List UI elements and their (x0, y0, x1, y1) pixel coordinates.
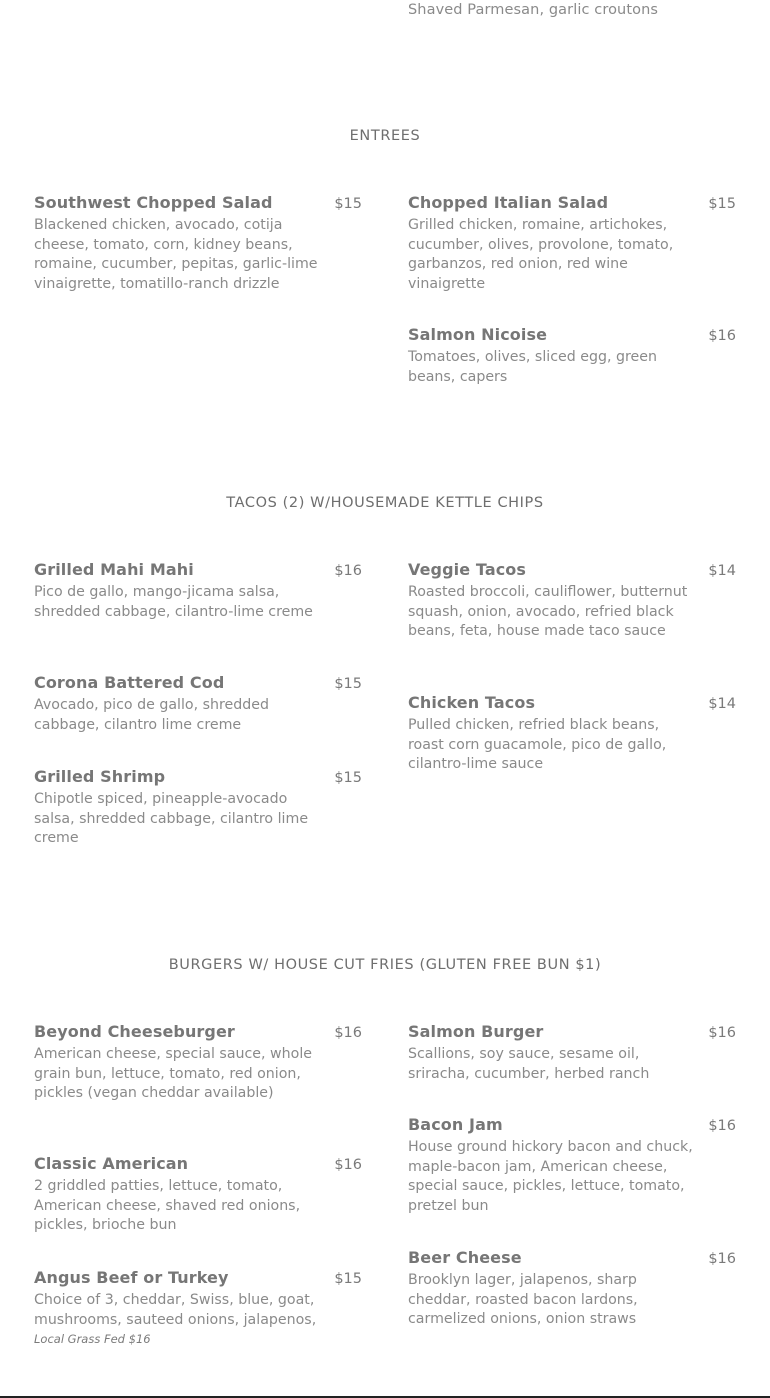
section-title-entrees: ENTREES (349, 128, 421, 144)
menu-item (408, 693, 738, 775)
item-name: Salmon Nicoise (408, 325, 548, 344)
section-title-tacos: TACOS (2) W/HOUSEMADE KETTLE CHIPS (226, 495, 544, 511)
item-name: Angus Beef or Turkey (34, 1268, 229, 1287)
item-price: $15 (334, 676, 362, 692)
item-price: $14 (708, 563, 736, 579)
item-price: $16 (708, 328, 736, 344)
item-name: Chopped Italian Salad (408, 193, 609, 212)
item-name: Classic American (34, 1154, 189, 1173)
item-name: Veggie Tacos (408, 560, 527, 579)
menu-item (34, 560, 364, 622)
item-description: House ground hickory bacon and chuck, maple-bacon jam, American cheese, special sauce, pickles, lettuce, tomato, pretzel bun (408, 1139, 693, 1214)
item-name: Grilled Shrimp (34, 767, 166, 786)
menu-item (34, 673, 364, 735)
section-title-burgers: BURGERS W/ HOUSE CUT FRIES (GLUTEN FREE BUN $1) (168, 957, 602, 973)
item-name: Beer Cheese (408, 1248, 522, 1267)
item-name: Corona Battered Cod (34, 673, 225, 692)
item-description: Scallions, soy sauce, sesame oil, sriracha, cucumber, herbed ranch (408, 1046, 650, 1082)
item-name: Chicken Tacos (408, 693, 536, 712)
menu-item (408, 560, 738, 642)
item-price: $16 (334, 1157, 362, 1173)
menu-item (408, 1022, 738, 1084)
item-price: $14 (708, 696, 736, 712)
item-price: $15 (708, 196, 736, 212)
item-description: 2 griddled patties, lettuce, tomato, American cheese, shaved red onions, pickles, brioche bun (34, 1178, 301, 1234)
item-description: Chipotle spiced, pineapple-avocado salsa, shredded cabbage, cilantro lime creme (34, 791, 309, 847)
item-description: Pico de gallo, mango-jicama salsa, shredded cabbage, cilantro-lime creme (34, 584, 313, 620)
menu-item (34, 193, 364, 294)
menu-item (408, 193, 738, 294)
item-price: $16 (334, 1025, 362, 1041)
item-price: $15 (334, 1271, 362, 1287)
item-name: Southwest Chopped Salad (34, 193, 273, 212)
menu-item (408, 325, 738, 387)
item-name: Beyond Cheeseburger (34, 1022, 235, 1041)
menu-item (34, 1022, 364, 1104)
item-description: Pulled chicken, refried black beans, roast corn guacamole, pico de gallo, cilantro-lime sauce (408, 717, 667, 773)
item-description: Roasted broccoli, cauliflower, butternut squash, onion, avocado, refried black beans, feta, house made taco sauce (408, 584, 688, 640)
menu-item (408, 1115, 738, 1216)
item-price: $16 (708, 1025, 736, 1041)
item-description: Tomatoes, olives, sliced egg, green beans, capers (408, 349, 657, 385)
item-name: Salmon Burger (408, 1022, 544, 1041)
menu-item (34, 767, 364, 849)
item-description: Blackened chicken, avocado, cotija cheese, tomato, corn, kidney beans, romaine, cucumber, pepitas, garlic-lime vinaigrette, tomatillo-ranch drizzle (34, 217, 318, 292)
item-description: Brooklyn lager, jalapenos, sharp cheddar, roasted bacon lardons, carmelized onions, onion straws (408, 1272, 638, 1328)
item-description: American cheese, special sauce, whole grain bun, lettuce, tomato, red onion, pickles (vegan cheddar available) (34, 1046, 313, 1102)
previous-item-description: Shaved Parmesan, garlic croutons (408, 2, 659, 18)
menu-item (34, 1268, 364, 1346)
item-price: $15 (334, 196, 362, 212)
menu-item (408, 1248, 738, 1330)
item-note: Local Grass Fed $16 (34, 1332, 151, 1347)
menu-item (34, 1154, 364, 1236)
item-price: $15 (334, 770, 362, 786)
item-description: Avocado, pico de gallo, shredded cabbage, cilantro lime creme (34, 697, 269, 733)
item-price: $16 (708, 1251, 736, 1267)
item-price: $16 (334, 563, 362, 579)
item-description: Choice of 3, cheddar, Swiss, blue, goat, mushrooms, sauteed onions, jalapenos, (34, 1292, 317, 1328)
item-description: Grilled chicken, romaine, artichokes, cucumber, olives, provolone, tomato, garbanzos, red onion, red wine vinaigrette (408, 217, 674, 292)
item-name: Grilled Mahi Mahi (34, 560, 194, 579)
item-name: Bacon Jam (408, 1115, 503, 1134)
item-price: $16 (708, 1118, 736, 1134)
